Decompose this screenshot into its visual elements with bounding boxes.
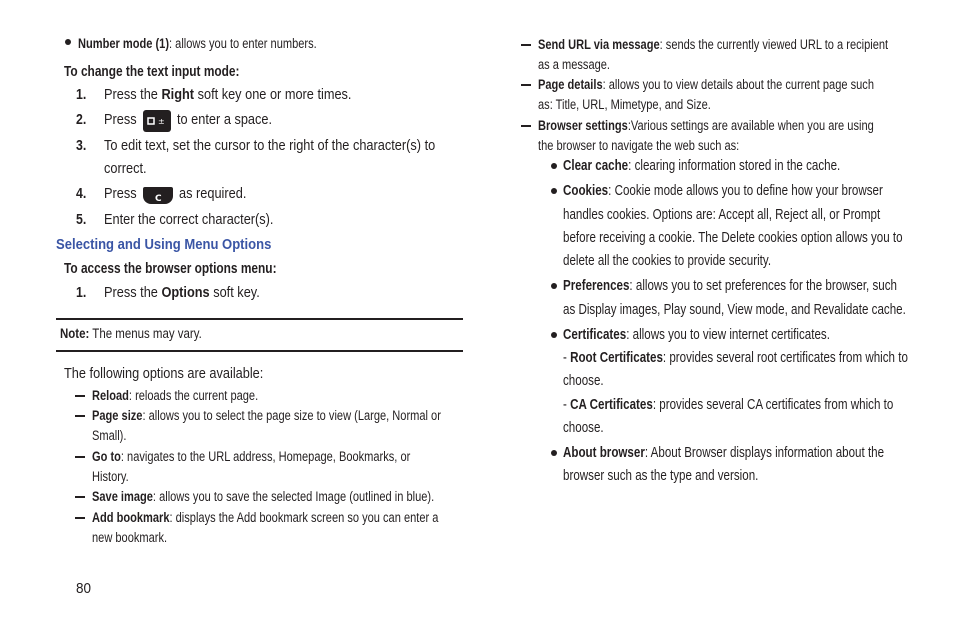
send-url-cont: as a message. — [538, 57, 610, 72]
page-number: 80 — [76, 580, 92, 597]
step-3-line1: To edit text, set the cursor to the right of the character(s) to — [104, 138, 436, 154]
option-add-bookmark: Add bookmark: displays the Add bookmark screen so you can enter a — [92, 510, 439, 525]
cookies-line2: handles cookies. Options are: Accept all, Reject all, or Prompt — [563, 207, 881, 223]
access-heading: To access the browser options menu: — [64, 261, 277, 277]
step-number: 1. — [76, 285, 87, 301]
step-3-line2: correct. — [104, 161, 147, 177]
clear-key-icon — [143, 187, 173, 204]
step-number: 4. — [76, 186, 87, 202]
preferences-line2: as Display images, Play sound, View mode, and Revalidate cache. — [563, 302, 906, 318]
option-reload: Reload: reloads the current page. — [92, 388, 259, 403]
step-number: 1. — [76, 87, 87, 103]
step-number: 5. — [76, 212, 87, 228]
space-key-icon — [143, 110, 171, 132]
dash-marker — [75, 456, 85, 458]
step-number: 2. — [76, 112, 87, 128]
step-2-pre: Press — [104, 112, 137, 128]
cookies-line3: before receiving a cookie. The Delete cookies option allows you to — [563, 230, 903, 246]
bullet-dot — [551, 332, 557, 338]
send-url-item: Send URL via message: sends the currently viewed URL to a recipient — [538, 37, 889, 52]
note-bottom-rule — [56, 350, 463, 352]
page-details-cont: as: Title, URL, Mimetype, and Size. — [538, 97, 711, 112]
bullet-dot — [551, 450, 557, 456]
dash-marker — [75, 496, 85, 498]
option-add-bookmark-cont: new bookmark. — [92, 530, 168, 545]
step-5: Enter the correct character(s). — [104, 212, 274, 228]
certificates-item: Certificates: allows you to view internet certificates. — [563, 327, 830, 343]
dash-marker — [521, 44, 531, 46]
option-go-to: Go to: navigates to the URL address, Homepage, Bookmarks, or — [92, 449, 411, 464]
option-save-image: Save image: allows you to save the selected Image (outlined in blue). — [92, 489, 435, 504]
step-4-pre: Press — [104, 186, 137, 202]
change-mode-heading: To change the text input mode: — [64, 64, 240, 80]
cookies-line4: delete all the cookies to provide security. — [563, 253, 772, 269]
option-page-size-cont: Small). — [92, 428, 127, 443]
option-go-to-cont: History. — [92, 469, 129, 484]
page-details-item: Page details: allows you to view details about the current page such — [538, 77, 874, 92]
step-4-post: as required. — [179, 186, 247, 202]
option-page-size: Page size: allows you to select the page size to view (Large, Normal or — [92, 408, 441, 423]
section-title: Selecting and Using Menu Options — [56, 237, 272, 253]
note: Note: The menus may vary. — [60, 326, 202, 341]
browser-settings-item: Browser settings:Various settings are available when you are using — [538, 118, 874, 133]
number-mode-item: Number mode (1): allows you to enter numbers. — [78, 36, 317, 51]
step-1: Press the Right soft key one or more times. — [104, 87, 352, 103]
dash-marker — [75, 517, 85, 519]
dash-marker — [521, 125, 531, 127]
options-intro: The following options are available: — [64, 366, 264, 382]
preferences-item: Preferences: allows you to set preferences for the browser, such — [563, 278, 898, 294]
svg-text:±: ± — [158, 117, 165, 126]
step-number: 3. — [76, 138, 87, 154]
dash-marker — [521, 84, 531, 86]
clear-cache-item: Clear cache: clearing information stored in the cache. — [563, 158, 841, 174]
access-step-1: Press the Options soft key. — [104, 285, 260, 301]
root-certificates-cont: choose. — [563, 373, 604, 389]
ca-certificates-item: - CA Certificates: provides several CA certificates from which to — [563, 397, 894, 413]
browser-settings-cont: the browser to navigate the web such as: — [538, 138, 740, 153]
note-top-rule — [56, 318, 463, 320]
cookies-item: Cookies: Cookie mode allows you to define how your browser — [563, 183, 883, 199]
root-certificates-item: - Root Certificates: provides several root certificates from which to — [563, 350, 908, 366]
about-browser-item: About browser: About Browser displays information about the — [563, 445, 885, 461]
about-browser-cont: browser such as the type and version. — [563, 468, 759, 484]
bullet-dot — [65, 39, 71, 45]
ca-certificates-cont: choose. — [563, 420, 604, 436]
bullet-dot — [551, 188, 557, 194]
dash-marker — [75, 395, 85, 397]
svg-text:C: C — [155, 194, 162, 204]
bullet-dot — [551, 283, 557, 289]
step-2-post: to enter a space. — [177, 112, 273, 128]
bullet-dot — [551, 163, 557, 169]
dash-marker — [75, 415, 85, 417]
